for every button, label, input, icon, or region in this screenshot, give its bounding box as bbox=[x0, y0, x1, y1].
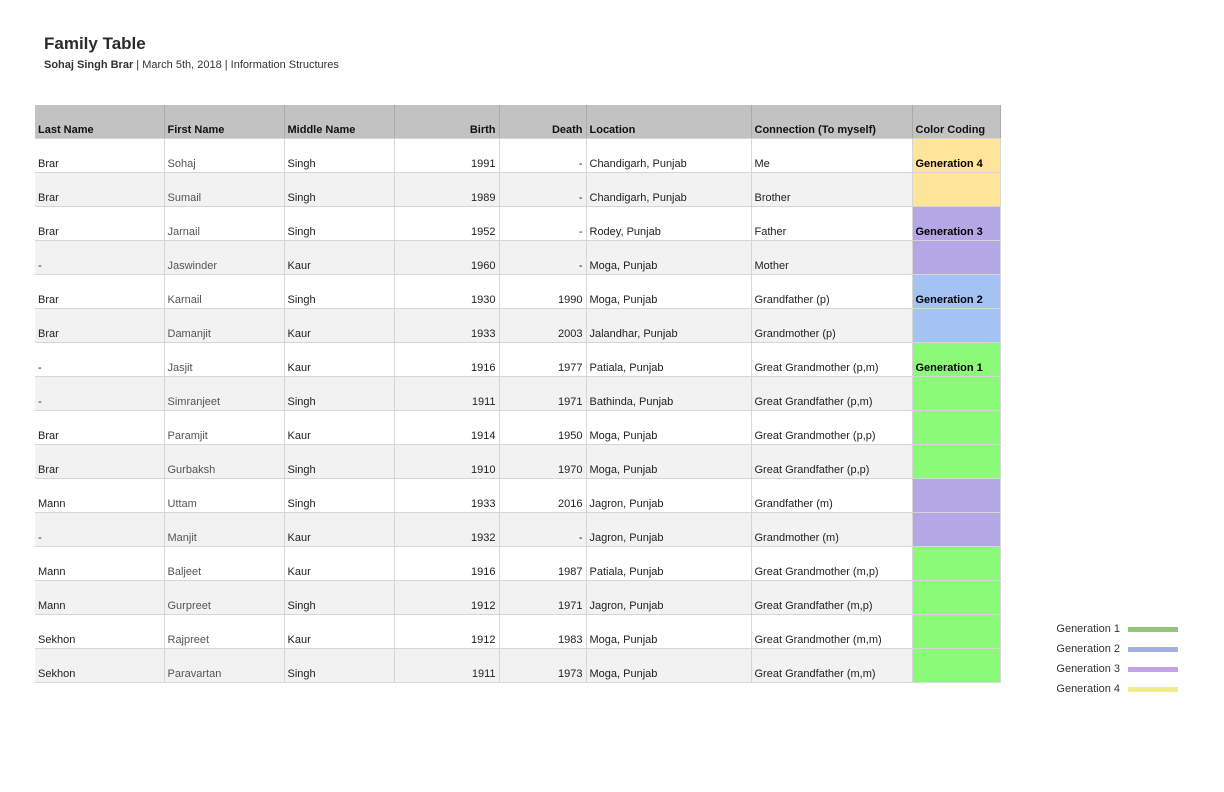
cell-last: Brar bbox=[35, 139, 164, 173]
cell-connection: Great Grandfather (m,m) bbox=[751, 649, 912, 683]
cell-middle: Singh bbox=[284, 377, 394, 411]
cell-birth: 1911 bbox=[394, 649, 499, 683]
cell-birth: 1916 bbox=[394, 547, 499, 581]
cell-middle: Singh bbox=[284, 207, 394, 241]
cell-location: Moga, Punjab bbox=[586, 275, 751, 309]
cell-location: Bathinda, Punjab bbox=[586, 377, 751, 411]
generation-legend bbox=[1040, 619, 1178, 699]
cell-connection: Grandfather (p) bbox=[751, 275, 912, 309]
cell-last: Brar bbox=[35, 173, 164, 207]
cell-location: Moga, Punjab bbox=[586, 649, 751, 683]
cell-location: Chandigarh, Punjab bbox=[586, 173, 751, 207]
cell-color-coding bbox=[912, 547, 1000, 581]
cell-first: Jasjit bbox=[164, 343, 284, 377]
cell-middle: Singh bbox=[284, 445, 394, 479]
legend-swatch bbox=[1128, 647, 1178, 652]
table-row bbox=[35, 173, 1000, 207]
cell-death: - bbox=[499, 207, 586, 241]
cell-death: - bbox=[499, 139, 586, 173]
cell-birth: 1916 bbox=[394, 343, 499, 377]
cell-last: Brar bbox=[35, 207, 164, 241]
cell-birth: 1933 bbox=[394, 479, 499, 513]
cell-connection: Me bbox=[751, 139, 912, 173]
table-row bbox=[35, 139, 1000, 173]
cell-last: - bbox=[35, 241, 164, 275]
cell-connection: Great Grandmother (m,p) bbox=[751, 547, 912, 581]
cell-middle: Kaur bbox=[284, 343, 394, 377]
legend-swatch bbox=[1128, 667, 1178, 672]
cell-color-coding bbox=[912, 581, 1000, 615]
cell-color-coding bbox=[912, 377, 1000, 411]
cell-last: - bbox=[35, 513, 164, 547]
cell-first: Damanjit bbox=[164, 309, 284, 343]
legend-item bbox=[1040, 619, 1178, 639]
cell-death: 1983 bbox=[499, 615, 586, 649]
cell-birth: 1914 bbox=[394, 411, 499, 445]
cell-connection: Great Grandmother (p,p) bbox=[751, 411, 912, 445]
cell-location: Jagron, Punjab bbox=[586, 581, 751, 615]
cell-connection: Mother bbox=[751, 241, 912, 275]
column-header: Connection (To myself) bbox=[751, 105, 912, 139]
cell-last: Brar bbox=[35, 411, 164, 445]
cell-death: 1990 bbox=[499, 275, 586, 309]
cell-middle: Singh bbox=[284, 139, 394, 173]
cell-birth: 1933 bbox=[394, 309, 499, 343]
cell-death: 1950 bbox=[499, 411, 586, 445]
legend-label: Generation 3 bbox=[1056, 663, 1120, 675]
cell-connection: Brother bbox=[751, 173, 912, 207]
cell-color-coding: Generation 2 bbox=[912, 275, 1000, 309]
cell-color-coding: Generation 3 bbox=[912, 207, 1000, 241]
cell-connection: Grandmother (m) bbox=[751, 513, 912, 547]
cell-color-coding bbox=[912, 241, 1000, 275]
cell-first: Jaswinder bbox=[164, 241, 284, 275]
cell-last: - bbox=[35, 377, 164, 411]
cell-first: Paravartan bbox=[164, 649, 284, 683]
cell-first: Sohaj bbox=[164, 139, 284, 173]
cell-birth: 1910 bbox=[394, 445, 499, 479]
cell-middle: Kaur bbox=[284, 309, 394, 343]
cell-first: Simranjeet bbox=[164, 377, 284, 411]
cell-connection: Great Grandfather (p,m) bbox=[751, 377, 912, 411]
cell-middle: Kaur bbox=[284, 615, 394, 649]
cell-death: 1970 bbox=[499, 445, 586, 479]
cell-location: Chandigarh, Punjab bbox=[586, 139, 751, 173]
table-row bbox=[35, 615, 1000, 649]
page-title: Family Table bbox=[44, 34, 146, 53]
cell-connection: Grandfather (m) bbox=[751, 479, 912, 513]
cell-location: Patiala, Punjab bbox=[586, 343, 751, 377]
cell-last: Mann bbox=[35, 581, 164, 615]
cell-color-coding bbox=[912, 411, 1000, 445]
cell-color-coding bbox=[912, 445, 1000, 479]
cell-first: Gurpreet bbox=[164, 581, 284, 615]
cell-color-coding bbox=[912, 479, 1000, 513]
cell-first: Rajpreet bbox=[164, 615, 284, 649]
cell-last: Brar bbox=[35, 275, 164, 309]
column-header: Death bbox=[499, 105, 586, 139]
table-row bbox=[35, 649, 1000, 683]
column-header: Last Name bbox=[35, 105, 164, 139]
cell-first: Manjit bbox=[164, 513, 284, 547]
cell-connection: Great Grandfather (m,p) bbox=[751, 581, 912, 615]
cell-color-coding bbox=[912, 513, 1000, 547]
cell-death: 2016 bbox=[499, 479, 586, 513]
author-name: Sohaj Singh Brar bbox=[44, 59, 134, 71]
cell-middle: Kaur bbox=[284, 547, 394, 581]
cell-connection: Grandmother (p) bbox=[751, 309, 912, 343]
cell-connection: Great Grandmother (p,m) bbox=[751, 343, 912, 377]
legend-item bbox=[1040, 679, 1178, 699]
table-row bbox=[35, 581, 1000, 615]
cell-connection: Great Grandfather (p,p) bbox=[751, 445, 912, 479]
cell-middle: Singh bbox=[284, 479, 394, 513]
legend-item bbox=[1040, 639, 1178, 659]
cell-color-coding: Generation 1 bbox=[912, 343, 1000, 377]
legend-swatch bbox=[1128, 687, 1178, 692]
cell-birth: 1930 bbox=[394, 275, 499, 309]
table-row bbox=[35, 275, 1000, 309]
cell-connection: Great Grandmother (m,m) bbox=[751, 615, 912, 649]
legend-label: Generation 1 bbox=[1056, 623, 1120, 635]
cell-death: 1971 bbox=[499, 581, 586, 615]
table-row bbox=[35, 309, 1000, 343]
cell-death: - bbox=[499, 513, 586, 547]
cell-location: Moga, Punjab bbox=[586, 445, 751, 479]
cell-death: 1987 bbox=[499, 547, 586, 581]
column-header: Birth bbox=[394, 105, 499, 139]
cell-connection: Father bbox=[751, 207, 912, 241]
cell-last: - bbox=[35, 343, 164, 377]
legend-swatch bbox=[1128, 627, 1178, 632]
column-header: Location bbox=[586, 105, 751, 139]
cell-birth: 1912 bbox=[394, 581, 499, 615]
cell-location: Jalandhar, Punjab bbox=[586, 309, 751, 343]
cell-location: Jagron, Punjab bbox=[586, 479, 751, 513]
cell-color-coding bbox=[912, 173, 1000, 207]
table-row bbox=[35, 377, 1000, 411]
cell-first: Baljeet bbox=[164, 547, 284, 581]
cell-birth: 1932 bbox=[394, 513, 499, 547]
table-body bbox=[35, 139, 1000, 683]
cell-death: 1977 bbox=[499, 343, 586, 377]
column-header: Color Coding bbox=[912, 105, 1000, 139]
cell-death: 1971 bbox=[499, 377, 586, 411]
table-row bbox=[35, 513, 1000, 547]
cell-middle: Kaur bbox=[284, 513, 394, 547]
cell-death: 2003 bbox=[499, 309, 586, 343]
table-row bbox=[35, 479, 1000, 513]
table-row bbox=[35, 207, 1000, 241]
legend-label: Generation 4 bbox=[1056, 683, 1120, 695]
cell-death: 1973 bbox=[499, 649, 586, 683]
table-row bbox=[35, 547, 1000, 581]
page-subtitle bbox=[44, 59, 339, 71]
cell-birth: 1952 bbox=[394, 207, 499, 241]
cell-birth: 1989 bbox=[394, 173, 499, 207]
cell-birth: 1960 bbox=[394, 241, 499, 275]
cell-location: Jagron, Punjab bbox=[586, 513, 751, 547]
cell-color-coding bbox=[912, 615, 1000, 649]
cell-first: Sumail bbox=[164, 173, 284, 207]
cell-middle: Singh bbox=[284, 649, 394, 683]
cell-color-coding: Generation 4 bbox=[912, 139, 1000, 173]
column-header: Middle Name bbox=[284, 105, 394, 139]
cell-color-coding bbox=[912, 309, 1000, 343]
cell-first: Karnail bbox=[164, 275, 284, 309]
cell-last: Sekhon bbox=[35, 615, 164, 649]
table-row bbox=[35, 343, 1000, 377]
cell-location: Rodey, Punjab bbox=[586, 207, 751, 241]
column-header: First Name bbox=[164, 105, 284, 139]
cell-middle: Singh bbox=[284, 275, 394, 309]
table-row bbox=[35, 411, 1000, 445]
cell-last: Sekhon bbox=[35, 649, 164, 683]
table-header-row bbox=[35, 105, 1000, 139]
legend-item bbox=[1040, 659, 1178, 679]
cell-location: Patiala, Punjab bbox=[586, 547, 751, 581]
cell-location: Moga, Punjab bbox=[586, 411, 751, 445]
table-row bbox=[35, 445, 1000, 479]
cell-color-coding bbox=[912, 649, 1000, 683]
cell-birth: 1911 bbox=[394, 377, 499, 411]
cell-middle: Singh bbox=[284, 173, 394, 207]
cell-location: Moga, Punjab bbox=[586, 615, 751, 649]
cell-birth: 1991 bbox=[394, 139, 499, 173]
cell-middle: Kaur bbox=[284, 241, 394, 275]
cell-birth: 1912 bbox=[394, 615, 499, 649]
cell-last: Brar bbox=[35, 445, 164, 479]
cell-first: Gurbaksh bbox=[164, 445, 284, 479]
cell-last: Mann bbox=[35, 479, 164, 513]
cell-last: Mann bbox=[35, 547, 164, 581]
cell-middle: Singh bbox=[284, 581, 394, 615]
cell-first: Jarnail bbox=[164, 207, 284, 241]
legend-label: Generation 2 bbox=[1056, 643, 1120, 655]
cell-last: Brar bbox=[35, 309, 164, 343]
cell-location: Moga, Punjab bbox=[586, 241, 751, 275]
subtitle-details: | March 5th, 2018 | Information Structures bbox=[133, 59, 339, 71]
family-table bbox=[35, 105, 1001, 683]
cell-death: - bbox=[499, 173, 586, 207]
table-row bbox=[35, 241, 1000, 275]
cell-middle: Kaur bbox=[284, 411, 394, 445]
cell-first: Uttam bbox=[164, 479, 284, 513]
cell-death: - bbox=[499, 241, 586, 275]
cell-first: Paramjit bbox=[164, 411, 284, 445]
